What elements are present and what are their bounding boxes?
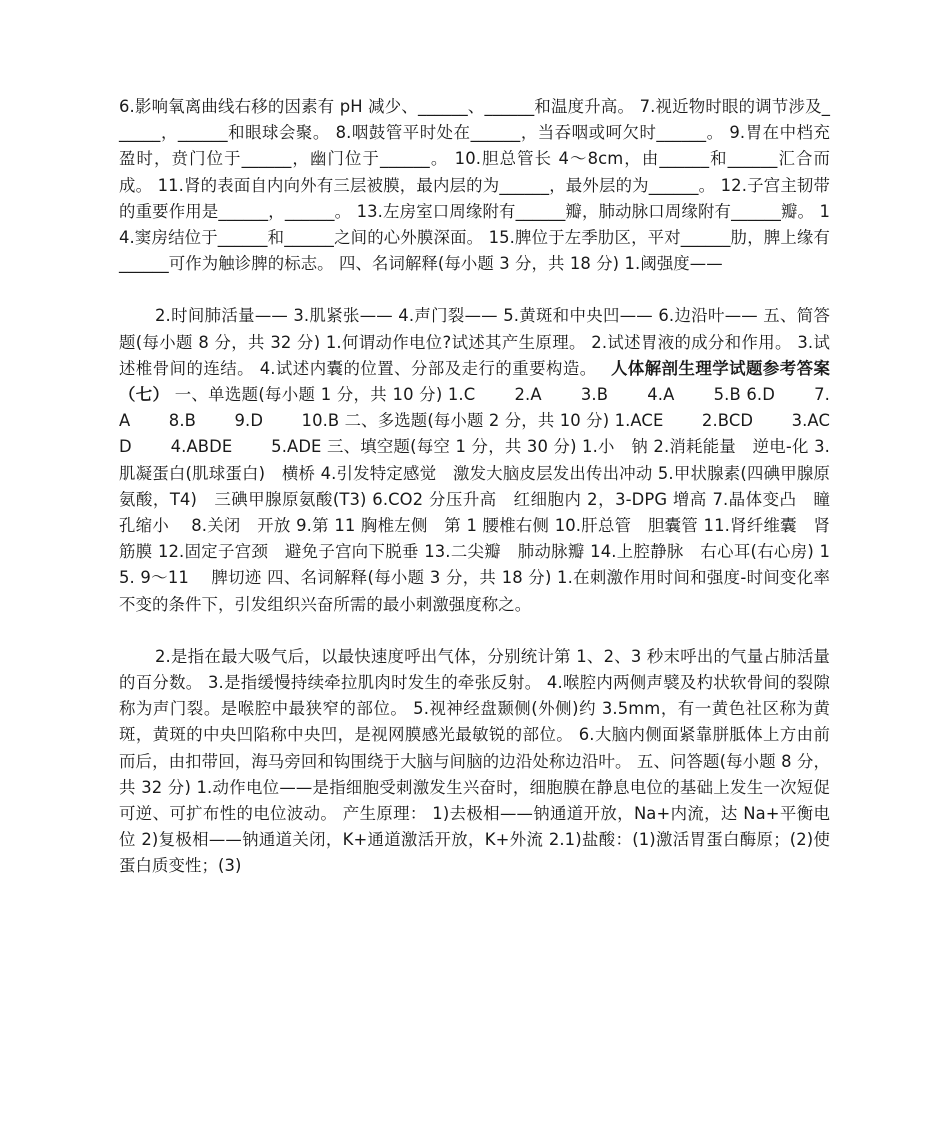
paragraph-questions-and-answers [119,303,830,617]
answer-key-heading: 人体解剖生理学试题参考答案（七） [119,358,830,405]
paragraph-fill-in-questions: 6.影响氧离曲线右移的因素有 pH 减少、______、______和温度升高。 7.视近物时眼的调节涉及______，______和眼球会聚。 8.咽鼓管平时处在______，当吞咽或呵欠时______。 9.胃在中档充盈时，贲门位于______，幽门位于______。 10.胆总管长 4～8cm，由______和______汇合而成。 11.肾的表面自内向外有三层被膜，最内层的为______，最外层的为______。 12.子宫主韧带的重要作用是______，______。 13.左房室口周缘附有______瓣，肺动脉口周缘附有______瓣。 14.窦房结位于______和______之间的心外膜深面。 15.脾位于左季肋区，平对______肋，脾上缘有______可作为触诊脾的标志。 四、名词解释(每小题 3 分，共 18 分) 1.阈强度—— [119,97,830,274]
paragraph-answers: 2.是指在最大吸气后，以最快速度呼出气体，分别统计第 1、2、3 秒末呼出的气量占肺活量的百分数。 3.是指缓慢持续牵拉肌肉时发生的牵张反射。 4.喉腔内两侧声襞及杓状软骨间的裂隙称为声门裂。是喉腔中最狭窄的部位。 5.视神经盘颞侧(外侧)约 3.5mm，有一黄色社区称为黄斑，黄斑的中央凹陷称中央凹，是视网膜感光最敏锐的部位。 6.大脑内侧面紧靠胼胝体上方由前而后，由扣带回，海马旁回和钩围绕于大脑与间脑的边沿处称边沿叶。 五、问答题(每小题 8 分，共 32 分) 1.动作电位——是指细胞受刺激发生兴奋时，细胞膜在静息电位的基础上发生一次短促可逆、可扩布性的电位波动。 产生原理： 1)去极相——钠通道开放，Na+内流，达 Na+平衡电位 2)复极相——钠通道关闭，K+通道激活开放，K+外流 2.1)盐酸：(1)激活胃蛋白酶原；(2)使蛋白质变性；(3) [119,646,830,876]
paragraph-text: 一、单选题(每小题 1 分，共 10 分) 1.C 2.A 3.B 4.A 5.B 6.D 7.A 8.B 9.D 10.B 二、多选题(每小题 2 分，共 10 分) 1.ACE 2.BCD 3.ACD 4.ABDE 5.ADE 三、填空题(每空 1 分，共 30 分) 1.小 钠 2.消耗能量 逆电-化 3.肌凝蛋白(肌球蛋白) 横桥 4.引发特定感觉 激发大脑皮层发出传出冲动 5.甲状腺素(四碘甲腺原氨酸，T4) 三碘甲腺原氨酸(T3) 6.CO2 分压升高 红细胞内 2，3-DPG 增高 7.晶体变凸 瞳孔缩小 8.关闭 开放 9.第 11 胸椎左侧 第 1 腰椎右侧 10.肝总管 胆囊管 11.肾纤维囊 肾筋膜 12.固定子宫颈 避免子宫向下脱垂 13.二尖瓣 肺动脉瓣 14.上腔静脉 右心耳(右心房) 15. 9～11 脾切迹 四、名词解释(每小题 3 分，共 18 分) 1.在刺激作用时间和强度-时间变化率不变的条件下，引发组织兴奋所需的最小刺激强度称之。 [119,385,830,614]
document-page [119,94,830,880]
paragraph-text: 2.时间肺活量—— 3.肌紧张—— 4.声门裂—— 5.黄斑和中央凹—— 6.边沿叶—— 五、简答题(每小题 8 分，共 32 分) 1.何谓动作电位?试述其产生原理。 2.试述胃液的成分和作用。 3.试述椎骨间的连结。 4.试述内囊的位置、分部及走行的重要构造。 [119,306,830,378]
